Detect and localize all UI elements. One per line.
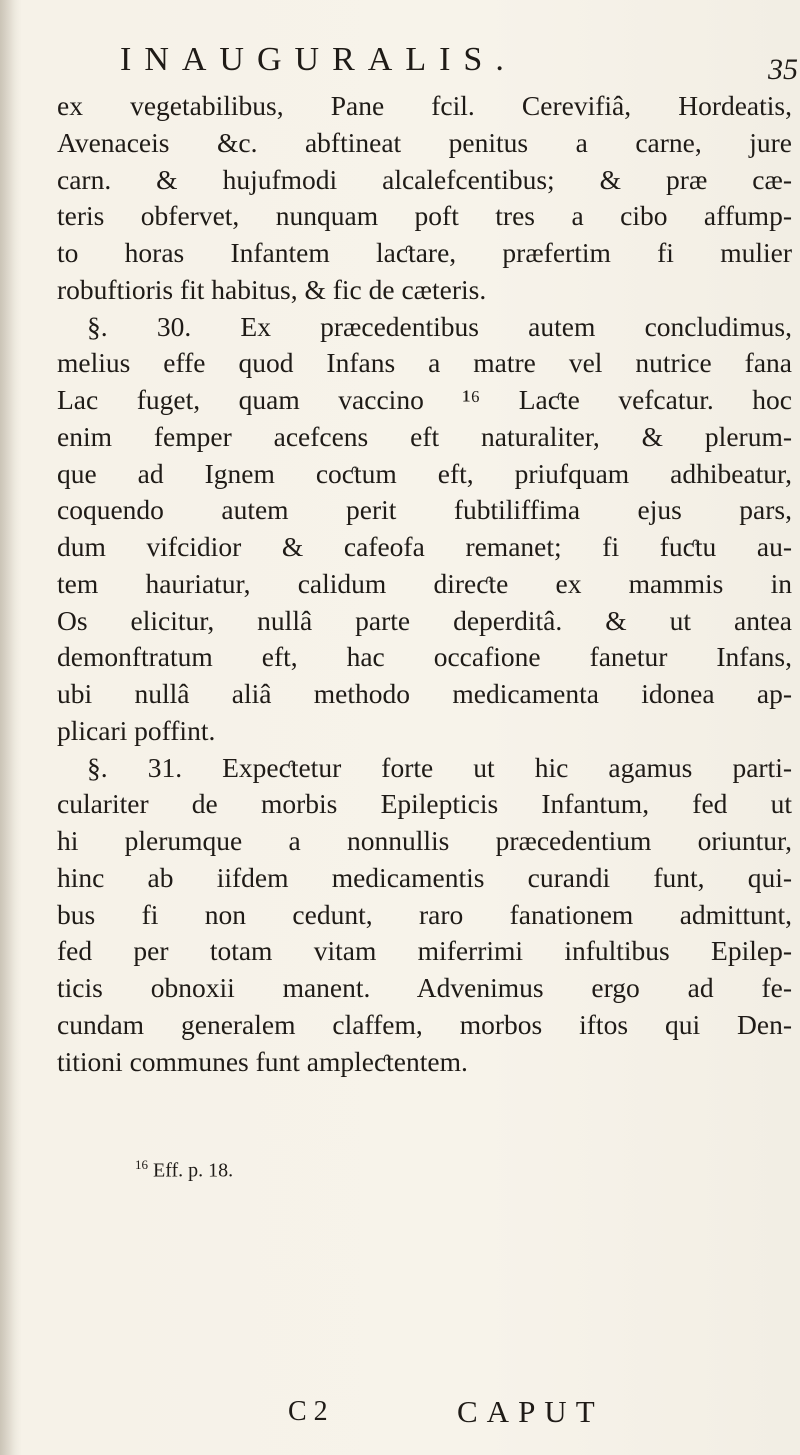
text-line: enim femper acefcens eft naturaliter, & plerum- bbox=[57, 420, 792, 452]
signature-mark: C 2 bbox=[288, 1396, 328, 1427]
running-head: INAUGURALIS. bbox=[120, 41, 517, 78]
text-line: coquendo autem perit fubtiliffima ejus pars, bbox=[57, 494, 792, 526]
text-line: que ad Ignem coƈtum eft, priufquam adhibeatur, bbox=[57, 457, 792, 489]
body-text bbox=[57, 88, 792, 1080]
text-line: melius effe quod Infans a matre vel nutrice fana bbox=[57, 347, 792, 379]
text-line: cundam generalem claffem, morbos iftos qui Den- bbox=[57, 1008, 792, 1040]
text-line: titioni communes funt ampleƈtentem. bbox=[57, 1045, 468, 1077]
text-line: dum vifcidior & cafeofa remanet; fi fuƈtu au- bbox=[57, 531, 792, 562]
text-line: carn. & hujufmodi alcalefcentibus; & præ cæ- bbox=[57, 163, 792, 195]
footnote bbox=[135, 1152, 233, 1184]
text-line: plicari poffint. bbox=[57, 714, 216, 746]
section-31-start: §. 31. Expeƈtetur forte ut hic agamus parti- bbox=[87, 751, 792, 783]
section-30-start: §. 30. Ex præcedentibus autem concludimus, bbox=[87, 310, 792, 342]
text-line: tem hauriatur, calidum direƈte ex mammis in bbox=[57, 567, 792, 599]
text-line: bus fi non cedunt, raro fanationem admittunt, bbox=[57, 898, 792, 930]
footnote-mark: 16 bbox=[135, 1157, 148, 1172]
text-line: teris obfervet, nunquam poft tres a cibo affump- bbox=[57, 200, 792, 232]
footnote-text: Eff. p. 18. bbox=[153, 1159, 234, 1182]
text-line-with-footnote-ref: Lac fuget, quam vaccino ¹⁶ Laƈte vefcatur. hoc bbox=[57, 384, 792, 415]
text-line: Os elicitur, nullâ parte deperditâ. & ut antea bbox=[57, 604, 792, 636]
text-line: ticis obnoxii manent. Advenimus ergo ad fe- bbox=[57, 972, 792, 1003]
text-line: hi plerumque a nonnullis præcedentium oriuntur, bbox=[57, 825, 792, 856]
text-line: ex vegetabilibus, Pane fcil. Cerevifiâ, Hordeatis, bbox=[57, 90, 792, 121]
text-line: hinc ab iifdem medicamentis curandi funt, qui- bbox=[57, 861, 792, 893]
text-line: fed per totam vitam miferrimi infultibus Epilep- bbox=[57, 935, 792, 967]
text-line: Avenaceis &c. abftineat penitus a carne, jure bbox=[57, 126, 792, 158]
text-line: ubi nullâ aliâ methodo medicamenta idonea ap- bbox=[57, 678, 792, 709]
page-number: 35 bbox=[768, 53, 798, 86]
text-line: demonftratum eft, hac occafione fanetur Infans, bbox=[57, 641, 792, 673]
binding-shadow bbox=[0, 0, 22, 1455]
text-line: to horas Infantem laƈtare, præfertim fi mulier bbox=[57, 237, 792, 268]
text-line: culariter de morbis Epilepticis Infantum, fed ut bbox=[57, 788, 792, 820]
text-line: robuftioris fit habitus, & fic de cæteris. bbox=[57, 273, 487, 305]
catchword: CAPUT bbox=[457, 1394, 604, 1429]
